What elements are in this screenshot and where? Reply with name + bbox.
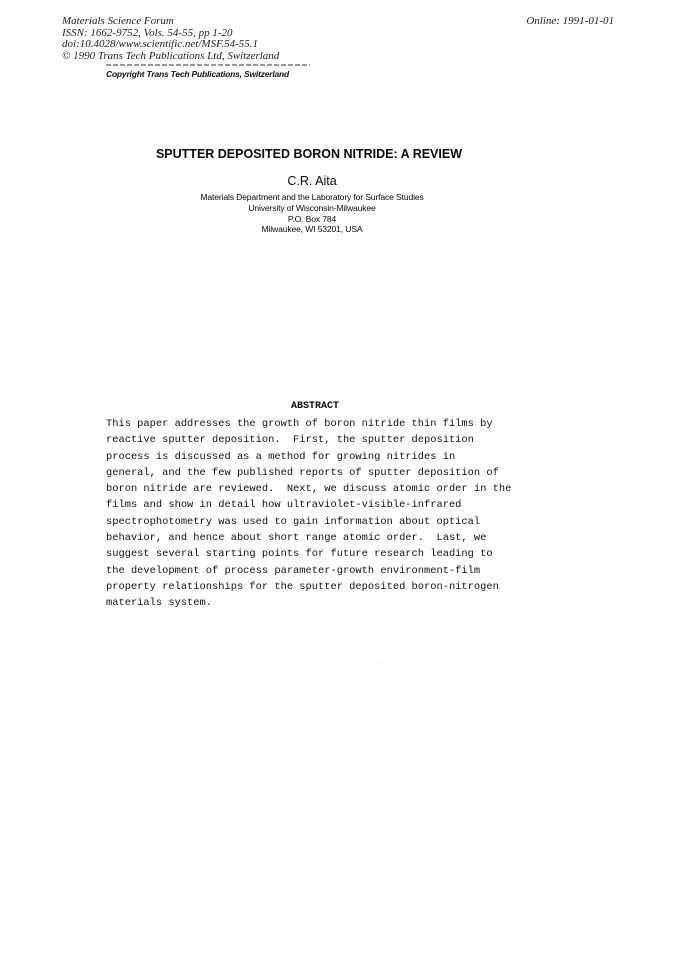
abstract-line: the development of process parameter-growth environment-film (106, 564, 481, 577)
abstract-line: materials system. (106, 597, 213, 610)
abstract-line: behavior, and hence about short range atomic order. Last, we (106, 532, 487, 545)
obscured-scan-line (106, 64, 310, 66)
affiliation-line: P.O. Box 784 (287, 213, 337, 224)
abstract-line: films and show in detail how ultraviolet-visible-infrared (106, 499, 462, 512)
author-affiliation (0, 192, 624, 235)
abstract-line: This paper addresses the growth of boron nitride thin films by (106, 418, 493, 430)
publication-header (62, 16, 279, 62)
abstract-line: suggest several starting points for future research leading to (106, 548, 493, 561)
abstract-line: property relationships for the sputter deposited boron-nitrogen (106, 580, 499, 593)
abstract-line: spectrophotometry was used to gain information about optical (106, 515, 481, 528)
paper-title: SPUTTER DEPOSITED BORON NITRIDE: A REVIEW (155, 147, 463, 161)
affiliation-line: Materials Department and the Laboratory for Surface Studies (200, 192, 424, 202)
journal-name: Materials Science Forum (62, 15, 174, 27)
abstract-body (106, 416, 511, 612)
abstract-heading: ABSTRACT (290, 401, 339, 412)
publisher-copyright: © 1990 Trans Tech Publications Ltd, Switzerland (62, 49, 280, 62)
abstract-line: process is discussed as a method for growing nitrides in (106, 450, 456, 463)
affiliation-line: Milwaukee, WI 53201, USA (261, 224, 363, 235)
abstract-line: general, and the few published reports of sputter deposition of (106, 466, 499, 479)
doi-line: doi:10.4028/www.scientific.net/MSF.54-55.1 (62, 38, 259, 50)
abstract-line: reactive sputter deposition. First, the sputter deposition (106, 434, 474, 447)
copyright-notice: Copyright Trans Tech Publications, Switzerland (106, 69, 290, 79)
affiliation-line: University of Wisconsin-Milwaukee (248, 202, 376, 213)
author-name: C.R. Aita (287, 174, 337, 188)
online-date: Online: 1991-01-01 (526, 15, 614, 27)
issn-line: ISSN: 1662-9752, Vols. 54-55, pp 1-20 (62, 26, 233, 39)
abstract-line: boron nitride are reviewed. Next, we discuss atomic order in the (106, 483, 512, 496)
scan-speck (381, 662, 382, 663)
